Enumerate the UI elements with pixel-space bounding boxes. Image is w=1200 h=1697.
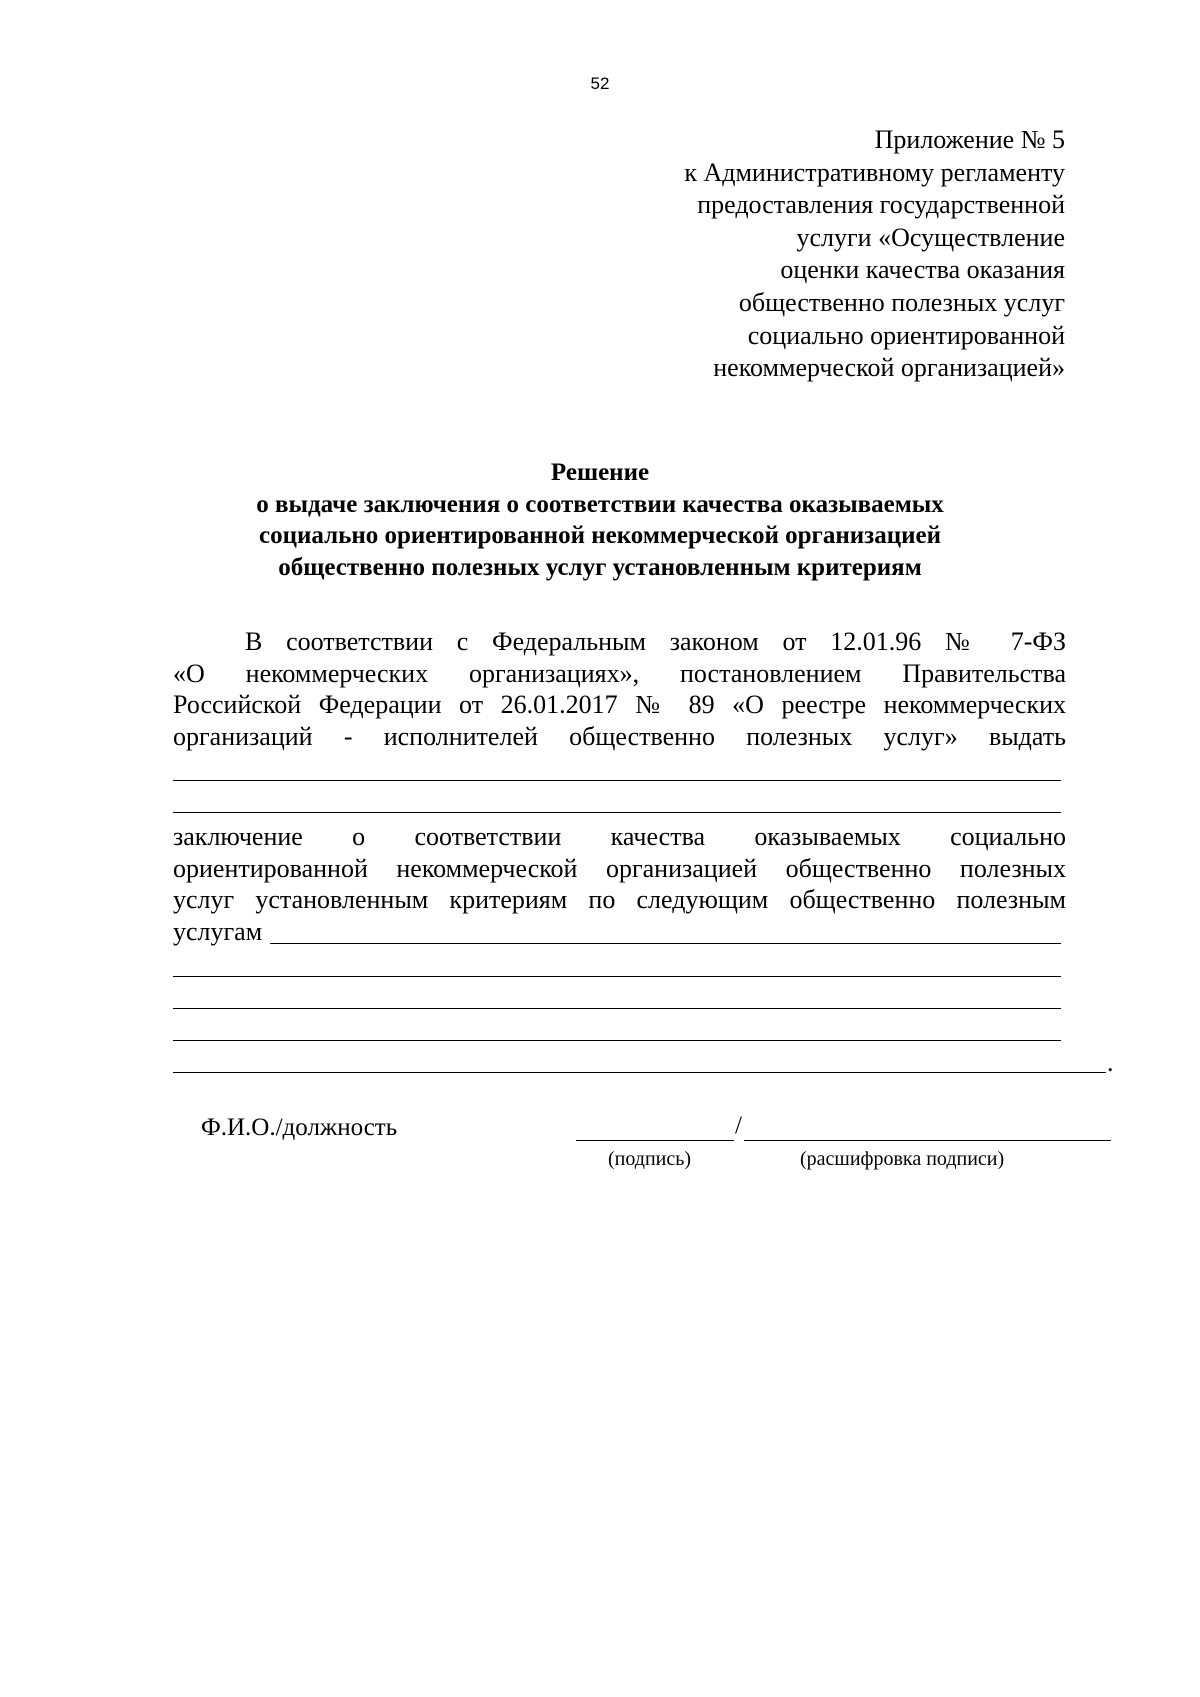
fill-line-organization (173, 780, 1061, 781)
signature-separator: / (735, 1112, 742, 1139)
fill-line-services (173, 1040, 1061, 1041)
paragraph-line: заключение о соответствии качества оказываемых социально (173, 822, 1066, 851)
signature-decode-caption: (расшифровка подписи) (800, 1148, 1005, 1170)
signature-line (576, 1140, 734, 1141)
services-label: услугам (173, 916, 263, 946)
paragraph-legal-basis (173, 626, 1066, 752)
end-period: . (1107, 1048, 1114, 1077)
title-line: Решение (550, 459, 650, 486)
paragraph-line: В соответствии с Федеральным законом от 12.01.96 № 7-ФЗ (245, 627, 1066, 656)
signature-caption: (подпись) (608, 1148, 692, 1170)
paragraph-line: «О некоммерческих организациях», постановлением Правительства (173, 658, 1066, 688)
appendix-line: к Административному регламенту (684, 157, 1065, 187)
paragraph-conclusion (173, 821, 1066, 947)
services-line (173, 916, 1061, 948)
fill-line-services (270, 942, 1061, 944)
appendix-header (684, 124, 1065, 385)
fill-line-organization (173, 812, 1061, 813)
appendix-line: некоммерческой организацией» (713, 353, 1065, 383)
paragraph-line: Российской Федерации от 26.01.2017 № 89 «О реестре некоммерческих (173, 690, 1066, 719)
title-line: о выдаче заключения о соответствии качества оказываемых (256, 490, 944, 518)
appendix-line: услуги «Осуществление (796, 222, 1065, 252)
fill-line-services (173, 1008, 1061, 1009)
paragraph-line: услуг установленным критериям по следующим общественно полезным (173, 885, 1066, 914)
title-line: социально ориентированной некоммерческой организацией (258, 522, 942, 549)
fill-line-services (173, 1072, 1106, 1073)
signatory-label: Ф.И.О./должность (201, 1114, 398, 1141)
appendix-line: оценки качества оказания (780, 255, 1065, 285)
appendix-line: социально ориентированной (747, 320, 1065, 350)
appendix-line: общественно полезных услуг (738, 287, 1065, 317)
paragraph-line: ориентированной некоммерческой организацией общественно полезных (173, 853, 1066, 883)
document-title (0, 457, 1200, 583)
page-number: 52 (590, 74, 610, 93)
title-line: общественно полезных услуг установленным критериям (278, 553, 922, 581)
signature-decode-line (744, 1140, 1111, 1141)
appendix-line: Приложение № 5 (874, 125, 1065, 154)
paragraph-line: организаций - исполнителей общественно полезных услуг» выдать (173, 721, 1066, 751)
fill-line-services (173, 976, 1061, 977)
appendix-line: предоставления государственной (697, 190, 1065, 220)
